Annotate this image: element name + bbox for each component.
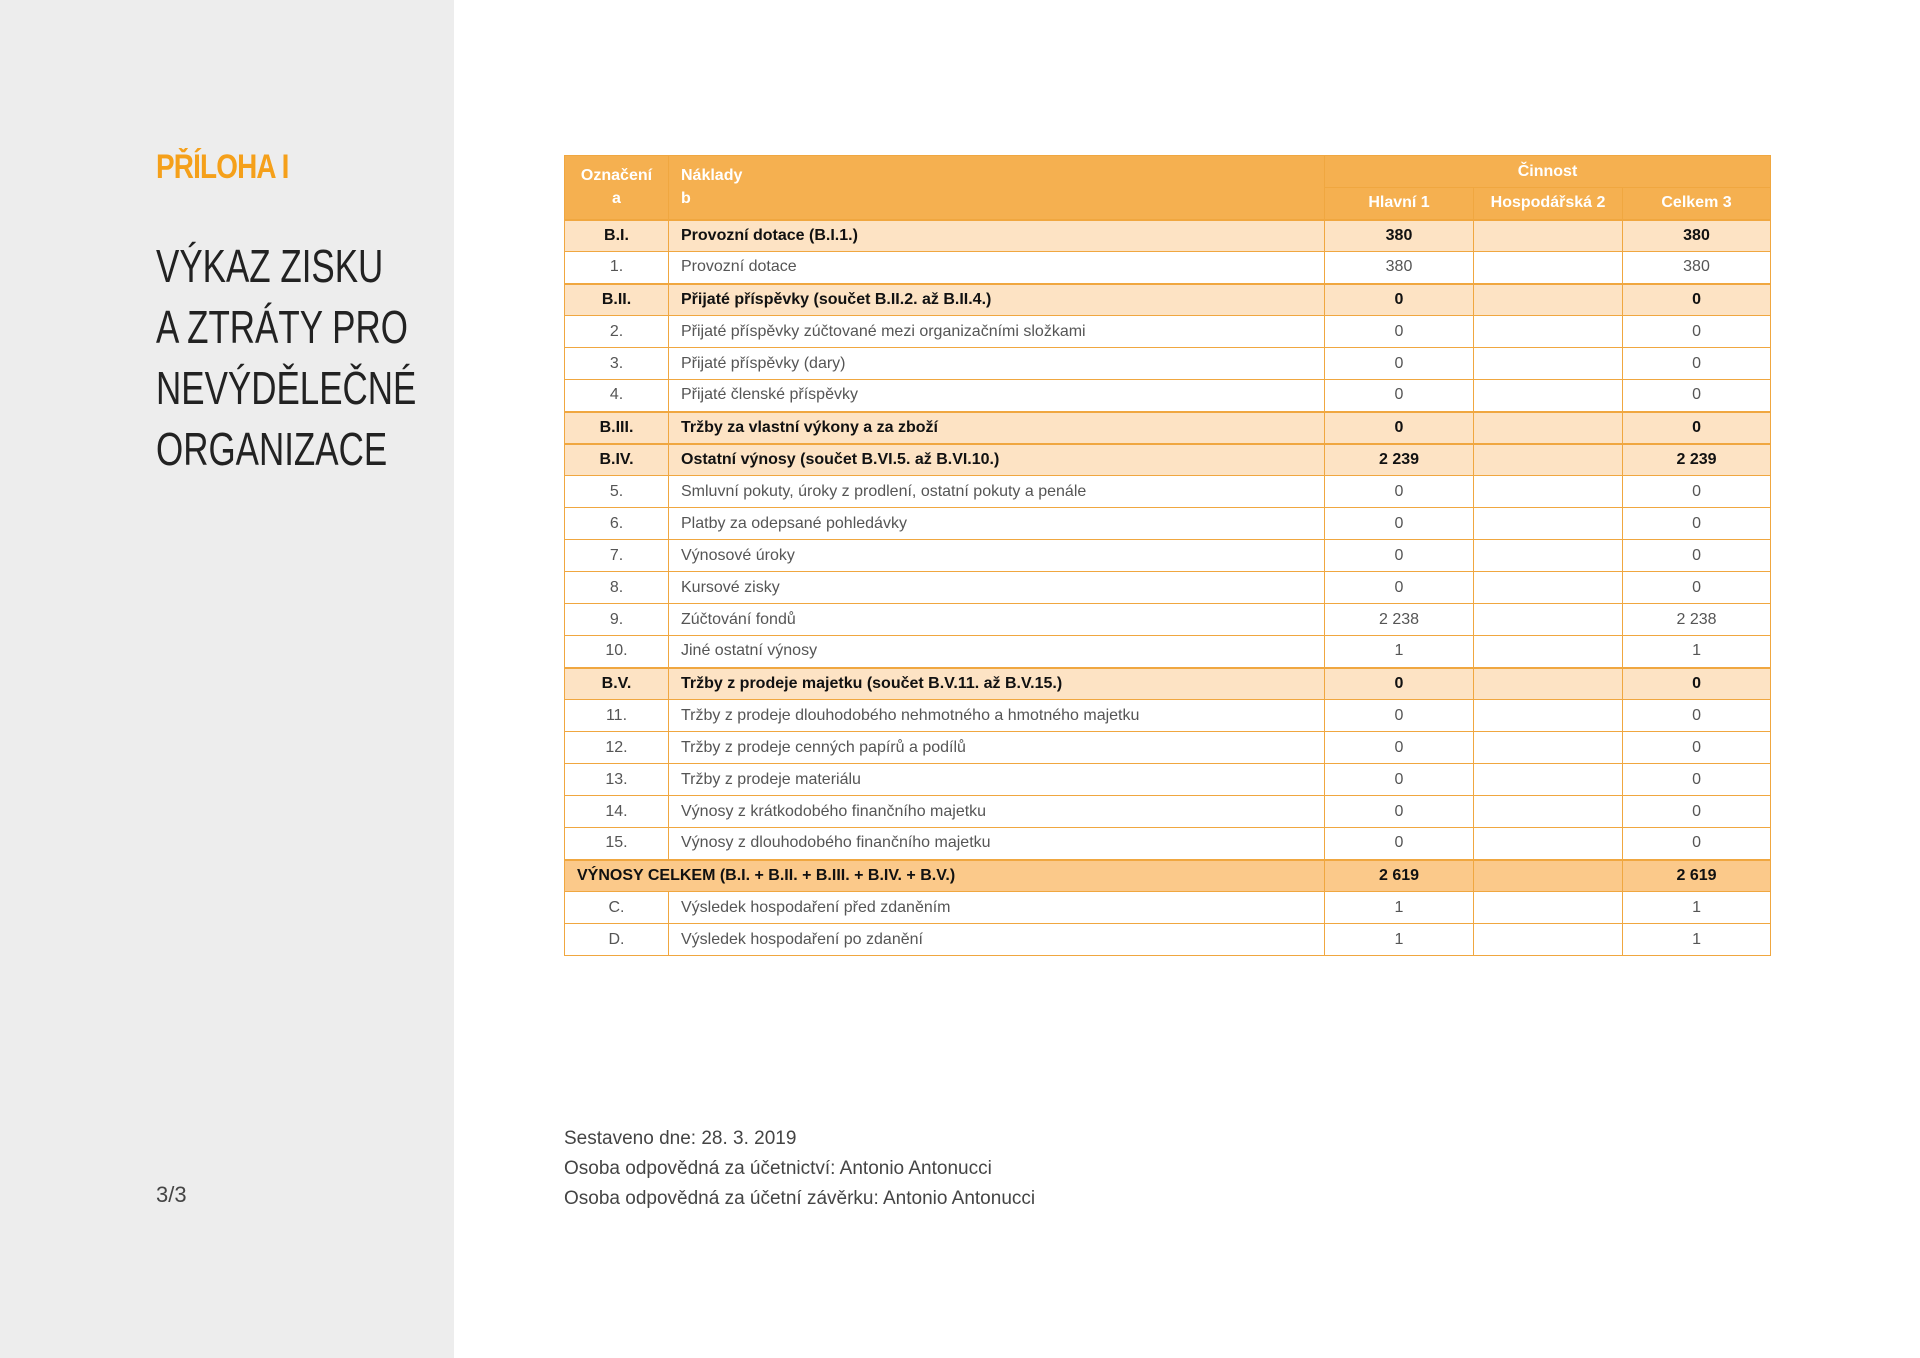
cell-main: 0 — [1325, 316, 1474, 348]
cell-economic — [1474, 828, 1623, 860]
table-body — [565, 220, 1771, 956]
cell-main: 0 — [1325, 700, 1474, 732]
cell-total: 1 — [1623, 892, 1771, 924]
footer-signatures — [564, 1124, 1035, 1214]
cell-main: 0 — [1325, 796, 1474, 828]
cell-main: 380 — [1325, 252, 1474, 284]
cell-total: 0 — [1623, 316, 1771, 348]
cell-total: 1 — [1623, 924, 1771, 956]
cell-total: 0 — [1623, 380, 1771, 412]
cell-main: 0 — [1325, 348, 1474, 380]
cell-economic — [1474, 252, 1623, 284]
row-code: 12. — [565, 732, 669, 764]
table-row — [565, 540, 1771, 572]
cell-main: 0 — [1325, 508, 1474, 540]
cell-economic — [1474, 764, 1623, 796]
compiled-date: Sestaveno dne: 28. 3. 2019 — [564, 1128, 797, 1149]
cell-economic — [1474, 892, 1623, 924]
table-row — [565, 348, 1771, 380]
header-label-line: b — [681, 190, 691, 208]
row-code: C. — [565, 892, 669, 924]
cell-total: 0 — [1623, 700, 1771, 732]
cell-total: 0 — [1623, 764, 1771, 796]
row-label: Jiné ostatní výnosy — [669, 636, 1325, 668]
table-row — [565, 252, 1771, 284]
row-code: D. — [565, 924, 669, 956]
header-code-line: Označení — [580, 167, 653, 185]
cell-total: 0 — [1623, 412, 1771, 444]
table-row — [565, 892, 1771, 924]
cell-economic — [1474, 380, 1623, 412]
cell-total: 380 — [1623, 220, 1771, 252]
row-label: Ostatní výnosy (součet B.VI.5. až B.VI.10.) — [669, 444, 1325, 476]
row-label: Výnosy z krátkodobého finančního majetku — [669, 796, 1325, 828]
cell-main: 0 — [1325, 380, 1474, 412]
cell-total: 380 — [1623, 252, 1771, 284]
table-row — [565, 924, 1771, 956]
section-row — [565, 668, 1771, 700]
cell-economic — [1474, 508, 1623, 540]
row-code: B.II. — [565, 284, 669, 316]
row-code: B.V. — [565, 668, 669, 700]
cell-main: 2 238 — [1325, 604, 1474, 636]
row-code: 6. — [565, 508, 669, 540]
cell-total: 0 — [1623, 284, 1771, 316]
header-total: Celkem 3 — [1623, 188, 1771, 220]
row-label: Platby za odepsané pohledávky — [669, 508, 1325, 540]
row-code: 11. — [565, 700, 669, 732]
cell-total: 0 — [1623, 348, 1771, 380]
annex-label: PŘÍLOHA I — [156, 148, 289, 186]
section-row — [565, 444, 1771, 476]
cell-total: 0 — [1623, 828, 1771, 860]
cell-main: 1 — [1325, 924, 1474, 956]
cell-economic — [1474, 924, 1623, 956]
accounting-person: Osoba odpovědná za účetnictví: Antonio Antonucci — [564, 1158, 992, 1179]
table-row — [565, 476, 1771, 508]
header-label-line: Náklady — [681, 167, 743, 185]
cell-main: 0 — [1325, 540, 1474, 572]
cell-economic — [1474, 636, 1623, 668]
row-label: Provozní dotace (B.I.1.) — [669, 220, 1325, 252]
row-label: Tržby z prodeje materiálu — [669, 764, 1325, 796]
cell-main: 0 — [1325, 764, 1474, 796]
table-row — [565, 316, 1771, 348]
row-label: Kursové zisky — [669, 572, 1325, 604]
table-row — [565, 764, 1771, 796]
row-label: Výnosy z dlouhodobého finančního majetku — [669, 828, 1325, 860]
cell-main: 380 — [1325, 220, 1474, 252]
cell-main: 0 — [1325, 668, 1474, 700]
row-code: 3. — [565, 348, 669, 380]
cell-main: 1 — [1325, 892, 1474, 924]
row-label: Provozní dotace — [669, 252, 1325, 284]
table-row — [565, 380, 1771, 412]
row-code: 5. — [565, 476, 669, 508]
header-label — [669, 156, 1325, 220]
table-row — [565, 604, 1771, 636]
header-economic: Hospodářská 2 — [1474, 188, 1623, 220]
cell-economic — [1474, 348, 1623, 380]
cell-economic — [1474, 732, 1623, 764]
row-code: 7. — [565, 540, 669, 572]
cell-total: 0 — [1623, 796, 1771, 828]
closing-person: Osoba odpovědná za účetní závěrku: Antonio Antonucci — [564, 1188, 1036, 1209]
cell-total: 0 — [1623, 732, 1771, 764]
cell-economic — [1474, 860, 1623, 892]
row-label: Přijaté příspěvky zúčtované mezi organizačními složkami — [669, 316, 1325, 348]
cell-economic — [1474, 476, 1623, 508]
row-label: VÝNOSY CELKEM (B.I. + B.II. + B.III. + B.IV. + B.V.) — [565, 860, 1325, 892]
row-code: B.I. — [565, 220, 669, 252]
header-activity-group: Činnost — [1325, 156, 1771, 188]
table-row — [565, 700, 1771, 732]
cell-economic — [1474, 540, 1623, 572]
table-row — [565, 828, 1771, 860]
row-label: Smluvní pokuty, úroky z prodlení, ostatní pokuty a penále — [669, 476, 1325, 508]
cell-economic — [1474, 284, 1623, 316]
cell-main: 2 619 — [1325, 860, 1474, 892]
cell-total: 0 — [1623, 572, 1771, 604]
cell-economic — [1474, 700, 1623, 732]
cell-total: 0 — [1623, 508, 1771, 540]
header-main: Hlavní 1 — [1325, 188, 1474, 220]
row-label: Přijaté členské příspěvky — [669, 380, 1325, 412]
cell-economic — [1474, 412, 1623, 444]
cell-economic — [1474, 796, 1623, 828]
title-line: VÝKAZ ZISKU — [156, 240, 384, 292]
page-number: 3/3 — [156, 1182, 187, 1207]
row-code: 10. — [565, 636, 669, 668]
income-statement-table — [564, 155, 1771, 956]
cell-total: 2 619 — [1623, 860, 1771, 892]
row-code: 8. — [565, 572, 669, 604]
table-row — [565, 572, 1771, 604]
cell-total: 0 — [1623, 668, 1771, 700]
document-title — [156, 236, 612, 480]
row-label: Zúčtování fondů — [669, 604, 1325, 636]
row-code: 2. — [565, 316, 669, 348]
cell-total: 2 238 — [1623, 604, 1771, 636]
cell-main: 0 — [1325, 476, 1474, 508]
row-code: 14. — [565, 796, 669, 828]
row-label: Přijaté příspěvky (dary) — [669, 348, 1325, 380]
total-row — [565, 860, 1771, 892]
section-row — [565, 412, 1771, 444]
sidebar — [0, 0, 454, 1358]
section-row — [565, 284, 1771, 316]
section-row — [565, 220, 1771, 252]
row-code: 13. — [565, 764, 669, 796]
row-label: Přijaté příspěvky (součet B.II.2. až B.II.4.) — [669, 284, 1325, 316]
cell-main: 0 — [1325, 572, 1474, 604]
title-line: A ZTRÁTY PRO — [156, 301, 408, 353]
table-row — [565, 636, 1771, 668]
cell-economic — [1474, 604, 1623, 636]
row-label: Výsledek hospodaření po zdanění — [669, 924, 1325, 956]
title-line: ORGANIZACE — [156, 423, 388, 475]
cell-economic — [1474, 444, 1623, 476]
table-row — [565, 508, 1771, 540]
cell-main: 1 — [1325, 636, 1474, 668]
cell-economic — [1474, 668, 1623, 700]
header-code-line: a — [612, 190, 621, 208]
title-line: NEVÝDĚLEČNÉ — [156, 362, 417, 414]
cell-main: 0 — [1325, 284, 1474, 316]
cell-total: 0 — [1623, 540, 1771, 572]
row-label: Tržby z prodeje majetku (součet B.V.11. až B.V.15.) — [669, 668, 1325, 700]
row-code: B.III. — [565, 412, 669, 444]
row-label: Výnosové úroky — [669, 540, 1325, 572]
row-code: 15. — [565, 828, 669, 860]
cell-total: 0 — [1623, 476, 1771, 508]
cell-main: 0 — [1325, 732, 1474, 764]
row-label: Tržby z prodeje dlouhodobého nehmotného a hmotného majetku — [669, 700, 1325, 732]
row-code: 1. — [565, 252, 669, 284]
header-code — [565, 156, 669, 220]
cell-main: 0 — [1325, 412, 1474, 444]
cell-total: 1 — [1623, 636, 1771, 668]
cell-economic — [1474, 316, 1623, 348]
table-row — [565, 796, 1771, 828]
row-code: 9. — [565, 604, 669, 636]
row-label: Výsledek hospodaření před zdaněním — [669, 892, 1325, 924]
cell-economic — [1474, 220, 1623, 252]
table-row — [565, 732, 1771, 764]
cell-main: 2 239 — [1325, 444, 1474, 476]
cell-total: 2 239 — [1623, 444, 1771, 476]
row-label: Tržby z prodeje cenných papírů a podílů — [669, 732, 1325, 764]
cell-economic — [1474, 572, 1623, 604]
cell-main: 0 — [1325, 828, 1474, 860]
row-label: Tržby za vlastní výkony a za zboží — [669, 412, 1325, 444]
row-code: B.IV. — [565, 444, 669, 476]
row-code: 4. — [565, 380, 669, 412]
